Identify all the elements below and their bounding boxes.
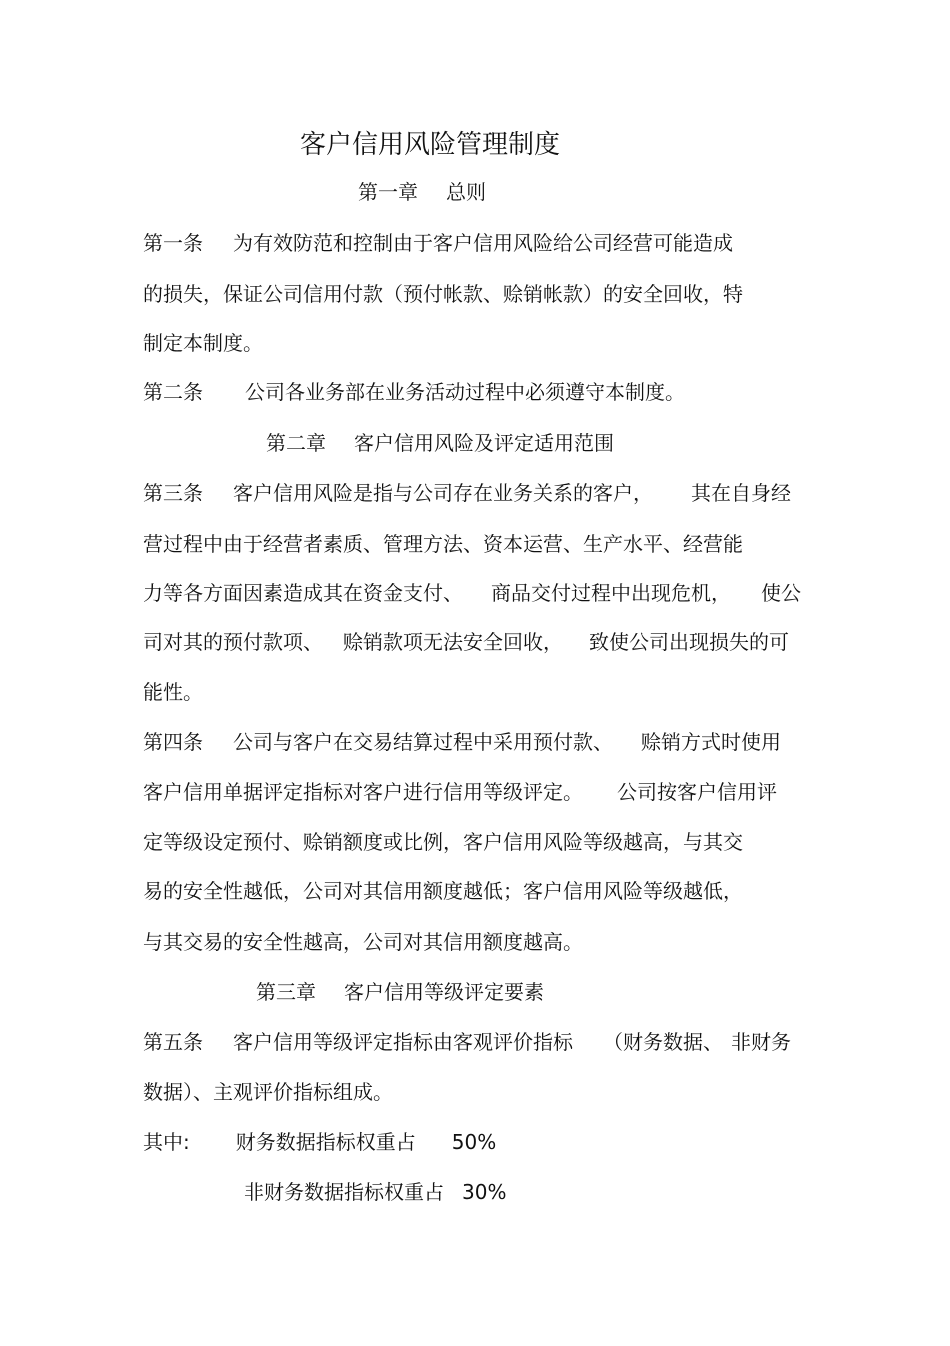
article-3-line-4 (143, 628, 789, 656)
chapter-name: 客户信用等级评定要素 (344, 980, 544, 1004)
chapter-1-heading (358, 178, 486, 206)
article-text: 公司按客户信用评 (617, 780, 777, 804)
article-label: 第四条 (143, 730, 203, 754)
chapter-number: 第二章 (266, 431, 326, 455)
article-4-line-2 (143, 778, 777, 806)
article-1-line-2: 的损失，保证公司信用付款（预付帐款、赊销帐款）的安全回收，特 (143, 282, 743, 306)
weight-line-2 (244, 1178, 506, 1206)
article-3-line-1 (143, 479, 791, 507)
article-text: 致使公司出现损失的可 (589, 630, 789, 654)
chapter-number: 第三章 (256, 980, 316, 1004)
article-3-line-3 (143, 579, 801, 607)
weight-line-1 (143, 1128, 496, 1156)
article-2-line-1 (143, 378, 685, 406)
article-text: 为有效防范和控制由于客户信用风险给公司经营可能造成 (233, 231, 733, 255)
weights-label: 其中: (143, 1130, 190, 1154)
article-text: 其在自身经 (691, 481, 791, 505)
article-4-line-3: 定等级设定预付、赊销额度或比例，客户信用风险等级越高，与其交 (143, 830, 743, 854)
article-label: 第一条 (143, 231, 203, 255)
weight-text: 非财务数据指标权重占 (244, 1180, 444, 1204)
chapter-3-heading (256, 978, 544, 1006)
chapter-number: 第一章 (358, 180, 418, 204)
article-text: 赊销方式时使用 (641, 730, 781, 754)
document-title: 客户信用风险管理制度 (300, 130, 561, 160)
article-1-line-3: 制定本制度。 (143, 331, 263, 355)
article-label: 第五条 (143, 1030, 203, 1054)
article-label: 第三条 (143, 481, 203, 505)
article-4-line-4: 易的安全性越低，公司对其信用额度越低；客户信用风险等级越低， (143, 879, 743, 903)
article-3-line-2: 营过程中由于经营者素质、管理方法、资本运营、生产水平、经营能 (143, 532, 743, 556)
chapter-name: 客户信用风险及评定适用范围 (354, 431, 614, 455)
article-3-line-5: 能性。 (143, 680, 203, 704)
article-text: （财务数据、 (603, 1030, 723, 1054)
article-text: 使公 (761, 581, 801, 605)
article-text: 赊销款项无法安全回收， (343, 630, 563, 654)
article-text: 客户信用等级评定指标由客观评价指标 (233, 1030, 573, 1054)
article-5-line-1 (143, 1028, 791, 1056)
article-text: 公司各业务部在业务活动过程中必须遵守本制度。 (245, 380, 685, 404)
article-text: 商品交付过程中出现危机， (491, 581, 731, 605)
article-label: 第二条 (143, 380, 203, 404)
article-text: 非财务 (731, 1030, 791, 1054)
article-4-line-1 (143, 728, 781, 756)
article-text: 公司与客户在交易结算过程中采用预付款、 (233, 730, 613, 754)
article-text: 力等各方面因素造成其在资金支付、 (143, 581, 463, 605)
chapter-name: 总则 (446, 180, 486, 204)
weight-value: 50% (451, 1130, 497, 1154)
weight-text: 财务数据指标权重占 (235, 1130, 416, 1154)
article-text: 客户信用单据评定指标对客户进行信用等级评定。 (143, 780, 583, 804)
article-4-line-5: 与其交易的安全性越高，公司对其信用额度越高。 (143, 930, 583, 954)
article-text: 司对其的预付款项、 (143, 630, 323, 654)
article-text: 客户信用风险是指与公司存在业务关系的客户， (233, 481, 653, 505)
article-1-line-1 (143, 229, 733, 257)
chapter-2-heading (266, 429, 614, 457)
weight-value: 30% (462, 1180, 507, 1204)
article-5-line-2: 数据）、主观评价指标组成。 (143, 1080, 393, 1104)
